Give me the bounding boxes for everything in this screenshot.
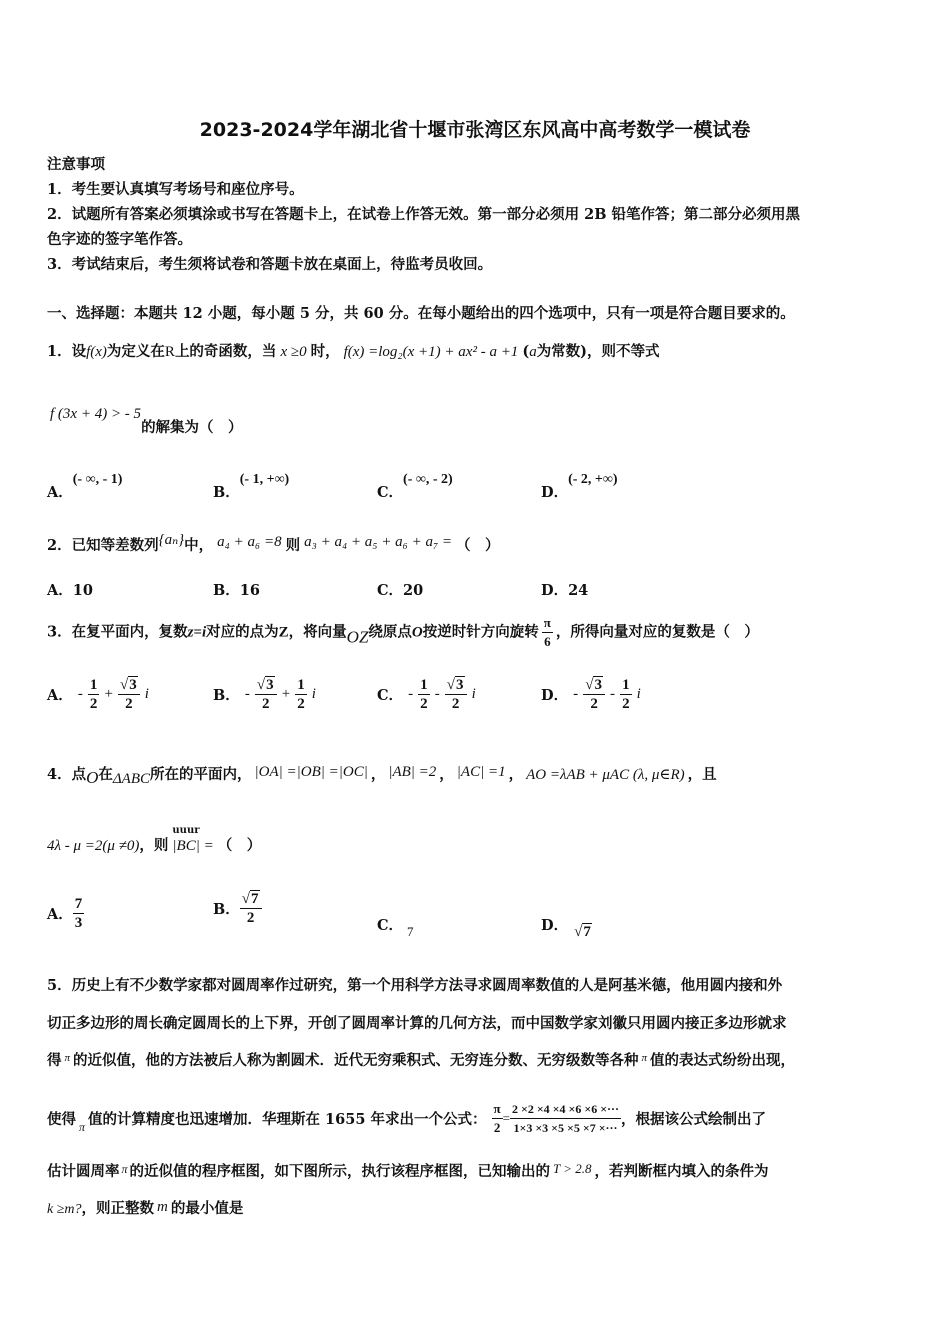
question-1 — [47, 340, 660, 361]
q4-text: （ ） — [217, 837, 262, 854]
question-2 — [47, 530, 500, 555]
q3-Z: Z — [278, 624, 289, 641]
notice-item: 色字迹的签字笔作答。 — [47, 231, 192, 248]
q2-text: 则 — [285, 537, 301, 554]
q2-text: （ ） — [456, 537, 500, 554]
q4-eq5: 4λ - μ =2(μ ≠0) — [47, 838, 140, 854]
q4-line2 — [47, 825, 262, 855]
q1-a: a — [529, 344, 537, 360]
q4-text: ，且 — [687, 766, 717, 783]
q5-line: 得 $^\pi$ 的近似值，他的方法被后人称为割圆术．近代无穷乘积式、无穷连分数、无穷级数等各种 $^\pi$ 值的表达式纷纷出现， — [47, 1052, 796, 1069]
q4-O: O — [86, 768, 99, 787]
q4-text: 在 — [98, 766, 113, 783]
notice-item: 3．考试结束后，考生须将试卷和答题卡放在桌面上，待监考员收回。 — [47, 256, 493, 273]
q2-option-d[interactable]: D．24 — [541, 582, 589, 599]
q3-O: O — [411, 624, 423, 641]
q4-eq3: |AC| =1 — [456, 764, 506, 780]
q2-text: 中， — [184, 537, 214, 554]
q5-line: 使得 $_\pi$ 值的计算精度也迅速增加．华理斯在 1655 年求出一个公式： $\frac{\pi}{2}$ = $\frac{2 \times 2 \times 4 \times 4 \times 6 \times 6 \times\cdot\cdot\cdot}{1\times 3 \times 3 \times 5 \times 5 \times 7 \times\cdot\cdot\cdot}$ ，根据该公式绘制出了 — [47, 1101, 767, 1135]
q1-option-c-value: (- ∞, - 2) — [403, 472, 453, 487]
q1-option-c[interactable]: C．(- ∞, - 2) — [377, 472, 453, 501]
q5-line: 5．历史上有不少数学家都对圆周率作过研究，第一个用科学方法寻求圆周率数值的人是阿基米德，他用圆内接和外 — [47, 977, 783, 994]
q1-text: 上的奇函数，当 — [174, 343, 277, 360]
q3-text: ，所得向量对应的复数是（ ） — [555, 623, 759, 641]
q4-option-b[interactable]: B． $\frac{√7}{2}$ — [213, 890, 262, 927]
q4-bc: |BC| = — [172, 838, 214, 854]
q4-option-d[interactable]: D． √7 — [541, 917, 591, 940]
section-heading: 一、选择题：本题共 12 小题，每小题 5 分，共 60 分。在每小题给出的四个选项中，只有一项是符合题目要求的。 — [47, 305, 795, 322]
notice-heading: 注意事项 — [47, 156, 105, 173]
q3-angle: $\frac{\pi}{6}$ — [543, 615, 551, 649]
q3-option-b[interactable]: B． - $\frac{√3}{2}$ + $\frac{1}{2}$ i — [213, 677, 316, 712]
q3-text: 按逆时针方向旋转 — [422, 623, 539, 641]
q4-eq1: |OA| =|OB| =|OC| — [254, 764, 368, 780]
q4-eq2: |AB| =2 — [388, 764, 437, 780]
q1-text: ( — [522, 343, 530, 360]
q1-text: 时， — [310, 343, 340, 360]
q5-line: k ≥m?，则正整数 m 的最小值是 — [47, 1199, 244, 1217]
notice-item: 2．试题所有答案必须填涂或书写在答题卡上，在试卷上作答无效。第一部分必须用 2B 铅笔作答；第二部分必须用黑 — [47, 206, 801, 223]
q4-vector-arrows: uuur — [172, 825, 200, 836]
q2-option-a[interactable]: A．10 — [47, 582, 93, 599]
q3-text: 绕原点 — [368, 623, 412, 641]
q3-text: 3．在复平面内，复数 — [47, 623, 188, 641]
notice-item: 1．考生要认真填写考场号和座位序号。 — [47, 181, 304, 198]
q1-option-a[interactable]: A．(- ∞, - 1) — [47, 472, 123, 501]
q2-text: 2．已知等差数列 — [47, 537, 159, 554]
q1-R: R — [164, 344, 175, 360]
q2-option-c[interactable]: C．20 — [377, 582, 424, 599]
q3-option-a[interactable]: A． - $\frac{1}{2}$ + $\frac{√3}{2}$ i — [47, 677, 149, 712]
q1-text: 的解集为（ ） — [141, 419, 243, 436]
q5-wallis-formula: $\frac{2 \times 2 \times 4 \times 4 \times 6 \times 6 \times\cdot\cdot\cdot}{1\times 3 \times 3 \times 5 \times 5 \times 7 \times\cdot\cdot\cdot}$ — [512, 1102, 620, 1135]
q1-text: 为定义在 — [106, 343, 165, 360]
q4-text: 所在的平面内， — [150, 766, 252, 783]
question-3 — [47, 614, 759, 651]
q1-text: 1．设 — [47, 343, 87, 360]
q4-triangle: ΔABC — [112, 771, 151, 787]
q1-text: 为常数)，则不等式 — [536, 343, 660, 360]
q1-line2 — [50, 405, 243, 437]
q1-option-d-value: (- 2, +∞) — [568, 472, 618, 487]
q4-text: 4．点 — [47, 766, 87, 783]
q2-option-b[interactable]: B．16 — [213, 582, 260, 599]
q5-pi-over-2: $\frac{\pi}{2}$ — [493, 1101, 501, 1135]
q3-vector-oz: OZ — [346, 627, 369, 647]
q2-sequence: {aₙ} — [158, 532, 185, 548]
q1-option-b[interactable]: B．(- 1, +∞) — [213, 472, 290, 501]
q4-option-c[interactable]: C． 7 — [377, 917, 414, 939]
q1-function: f(x) =log₂(x +1) + ax² - a +1 — [343, 344, 519, 360]
q3-z: z=i — [187, 624, 207, 641]
q1-option-b-value: (- 1, +∞) — [239, 472, 290, 487]
page-title: 2023-2024学年湖北省十堰市张湾区东风高中高考数学一模试卷 — [199, 119, 751, 141]
q4-option-a[interactable]: A． $\frac{7}{3}$ — [47, 896, 83, 931]
q3-text: ，将向量 — [288, 623, 347, 641]
q1-option-a-value: (- ∞, - 1) — [72, 472, 123, 487]
q4-text: ，则 — [139, 837, 169, 854]
q4-eq4: AO =λAB + μAC (λ, μ∈R) — [526, 767, 685, 783]
q3-option-c[interactable]: C． - $\frac{1}{2}$ - $\frac{√3}{2}$ i — [377, 677, 476, 712]
q3-option-d[interactable]: D． - $\frac{√3}{2}$ - $\frac{1}{2}$ i — [541, 677, 641, 712]
question-4: 4．点O在ΔABC所在的平面内， |OA| =|OB| =|OC| ， |AB| =2 ， |AC| =1 ， AO =λAB + μAC (λ, μ∈R) ，且 — [47, 764, 717, 787]
q5-line: 切正多边形的周长确定圆周长的上下界，开创了圆周率计算的几何方法，而中国数学家刘徽只用圆内接正多边形就求 — [47, 1015, 787, 1032]
q1-inequality: f (3x + 4) > - 5 — [50, 406, 142, 422]
q1-condition: x ≥0 — [280, 344, 307, 360]
q1-fx: f(x) — [86, 344, 107, 360]
q2-condition: a₄ + a₆ =8 — [217, 534, 282, 550]
q2-expression: a₃ + a₄ + a₅ + a₆ + a₇ = — [304, 534, 453, 550]
q3-text: 对应的点为 — [206, 623, 279, 641]
q1-option-d[interactable]: D．(- 2, +∞) — [541, 472, 618, 501]
q5-line: 估计圆周率 $^\pi$ 的近似值的程序框图，如下图所示，执行该程序框图，已知输出的 T > 2.8 ，若判断框内填入的条件为 — [47, 1161, 769, 1180]
